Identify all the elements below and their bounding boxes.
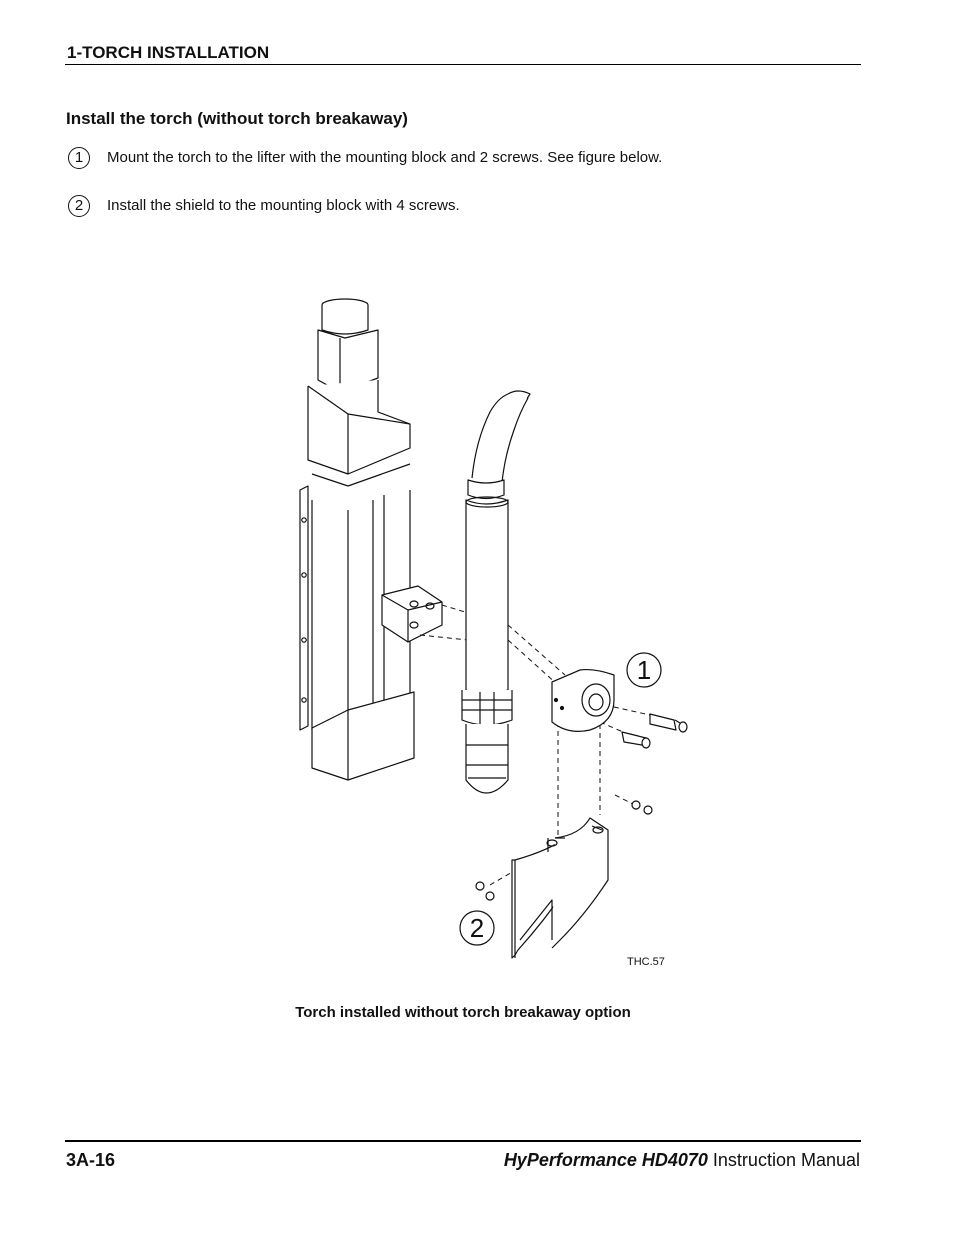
manual-brand: HyPerformance HD4070 — [503, 1150, 708, 1170]
step-2-number: 2 — [68, 195, 90, 217]
step-1-number: 1 — [68, 147, 90, 169]
lifter-motor — [318, 299, 378, 392]
footer-rule — [65, 1140, 861, 1142]
torch-lead — [472, 391, 530, 482]
step-2-text: Install the shield to the mounting block with 4 screws. — [107, 197, 460, 214]
page-number: 3A-16 — [66, 1150, 116, 1170]
page-header-title: 1-TORCH INSTALLATION — [67, 43, 270, 62]
torch-assembly-drawing — [290, 290, 710, 980]
header-rule — [65, 64, 861, 65]
lifter-body — [300, 380, 414, 780]
torch-body — [462, 480, 512, 793]
callout-2-label: 2 — [469, 913, 485, 943]
alignment-lines — [420, 605, 650, 885]
mounting-screws — [622, 714, 687, 748]
shield — [512, 818, 608, 958]
torch-mounting-block — [552, 670, 614, 732]
manual-suffix: Instruction Manual — [707, 1150, 860, 1170]
section-heading: Install the torch (without torch breakaway) — [66, 109, 408, 128]
torch-installation-figure — [290, 290, 710, 980]
manual-title — [504, 1150, 860, 1171]
callout-1-label: 1 — [636, 655, 652, 685]
drawing-id: THC.57 — [627, 956, 665, 968]
figure-caption: Torch installed without torch breakaway option — [295, 1004, 631, 1021]
step-1-text: Mount the torch to the lifter with the mounting block and 2 screws. See figure below. — [107, 149, 663, 166]
